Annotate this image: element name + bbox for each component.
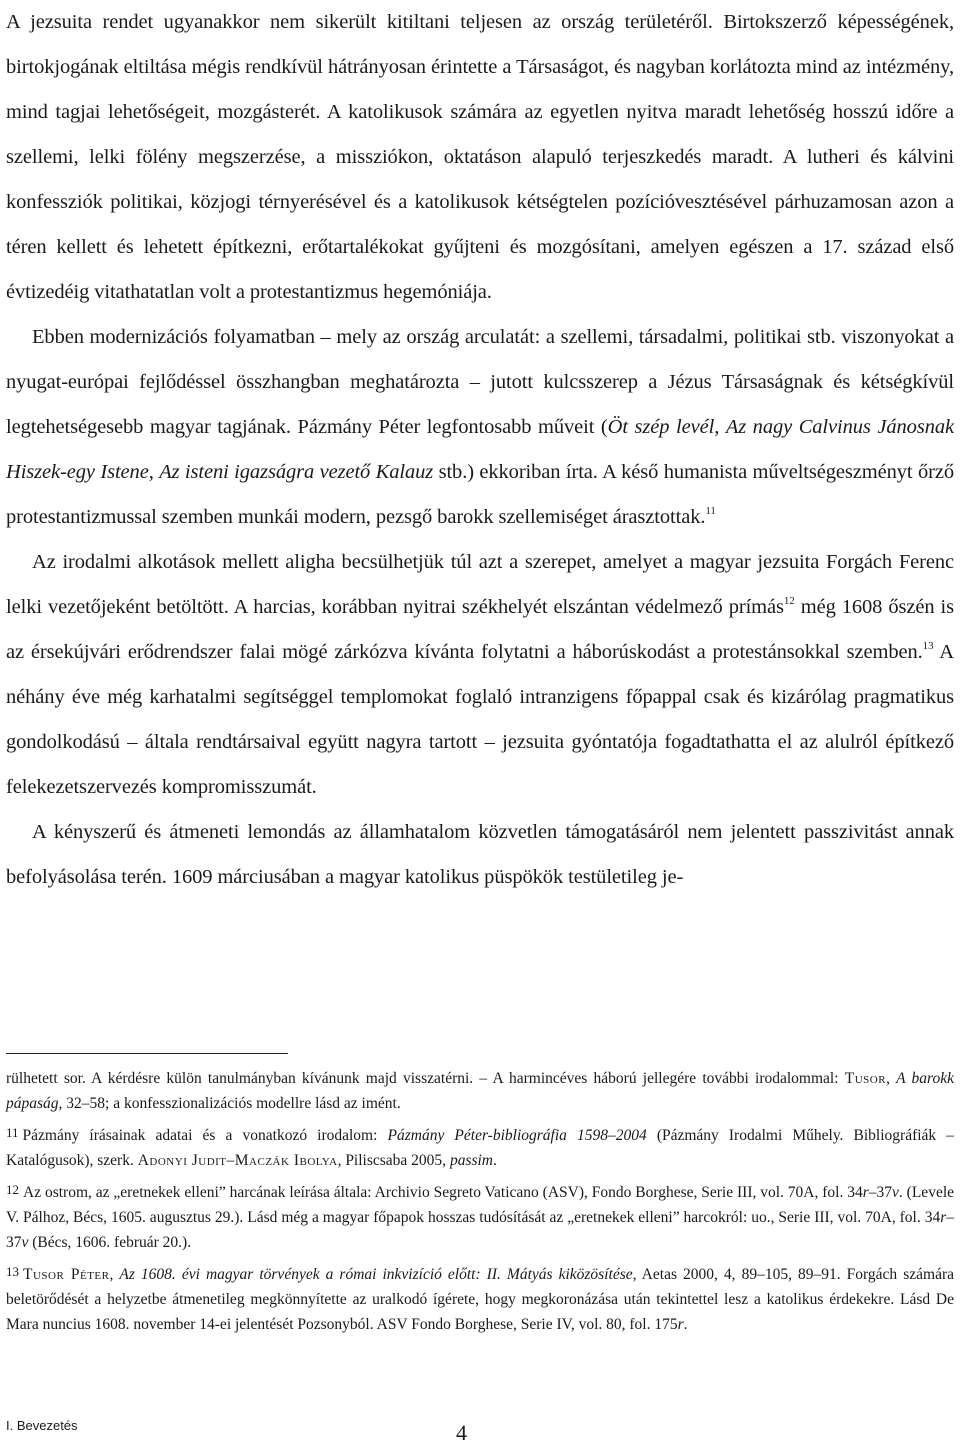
footnote-continued [6, 1066, 954, 1116]
footnote-text: –37 [6, 1209, 954, 1251]
paragraph-text: stb.) ekkoriban írta. A késő humanista műveltségeszményt őrző protestantizmussal szemben munkái modern, pezsgő barokk szellemiséget árasztottak. [6, 461, 954, 528]
paragraph-text: A jezsuita rendet ugyanakkor nem sikerült kitiltani teljesen az ország területéről. Birtokszerző képességének, birtokjogának eltiltása mégis rendkívül hátrányosan érintette a Társaságot, és nagyban korlátozta mind az intézmény, mind tagjai lehetőségeit, mozgásterét. A katolikusok számára az egyetlen nyitva maradt lehetőség hosszú időre a szellemi, lelki fölény megszerzése, a missziókon, oktatáson alapuló terjeszkedés maradt. A lutheri és kálvini konfessziók politikai, közjogi térnyerésével és a katolikusok kétségtelen pozícióvesztésével párhuzamosan azon a téren kellett és lehetett építkezni, erőtartalékokat gyűjteni és mozgósítani, amelyen egészen a 17. század első évtizedéig vitathatatlan volt a protestantizmus hegemóniája. [6, 11, 954, 303]
paragraph-4 [6, 810, 954, 900]
work-title: A barokk pápaság [6, 1070, 954, 1112]
paragraph-2 [6, 315, 954, 540]
footnote-number: 12 [6, 1182, 19, 1197]
work-title: Az nagy Calvinus Jánosnak Hiszek-egy Istene [6, 416, 954, 483]
footnote-ref[interactable]: 13 [922, 640, 934, 652]
footnote-12 [6, 1177, 954, 1255]
work-title: Öt szép levél [607, 416, 715, 438]
footnote-text: (Bécs, 1606. február 20.). [28, 1234, 192, 1251]
italic-term: passim [449, 1152, 494, 1169]
footnote-ref[interactable]: 12 [783, 595, 795, 607]
footnote-separator [6, 1053, 288, 1054]
footnote-text: (Pázmány Irodalmi Műhely. Bibliográfiák – Katalógusok), szerk. [6, 1127, 955, 1169]
footnote-number: 11 [6, 1125, 19, 1140]
folio-side: v [21, 1234, 29, 1251]
separator: , [886, 1070, 897, 1087]
work-title: Az 1608. évi magyar törvények a római inkvizíció előtt: II. Mátyás kiközösítése [119, 1266, 633, 1283]
folio-side: v [892, 1184, 899, 1201]
paragraph-text: A kényszerű és átmeneti lemondás az államhatalom közvetlen támogatásáról nem jelentett passzivitást annak befolyásolása terén. 1609 márciusában a magyar katolikus püspökök testületileg je- [6, 821, 954, 888]
footnote-ref[interactable]: 11 [705, 505, 716, 517]
running-footer-section: I. Bevezetés [6, 1418, 78, 1433]
folio-side: r [940, 1209, 947, 1226]
paragraph-1 [6, 0, 954, 315]
author-name: Adonyi Judit–Maczák Ibolya [137, 1152, 338, 1169]
footnote-text: , Aetas 2000, 4, 89–105, 89–91. Forgách számára beletörődését a helyzetbe átmenetileg megkönnyítette az uralkodó ígérete, hogy megkoronázása után tekintettel lesz a katolikus érdekekre. Lásd De Mara nuncius 1608. november 14-ei jelentését Pozsonyból. ASV Fondo Borghese, Serie IV, vol. 80, fol. 175 [6, 1266, 954, 1333]
footnote-13 [6, 1259, 954, 1337]
footnote-text: . [493, 1152, 497, 1169]
paragraph-3 [6, 540, 954, 810]
footnote-text: . (Levele V. Pálhoz, Bécs, 1605. augusztus 29.). Lásd még a magyar főpapok hosszas tudósítását az „eretnekek elleni” harcokról: uo., Serie III, vol. 70A, fol. 34 [6, 1184, 955, 1226]
separator: , [109, 1266, 120, 1283]
paragraph-text: Az irodalmi alkotások mellett aligha becsülhetjük túl azt a szerepet, amelyet a magyar jezsuita Forgách Ferenc lelki vezetőjeként betöltött. A harcias, korábban nyitrai székhelyét elszántan védelmező prímás [6, 551, 954, 618]
page-number: 4 [456, 1420, 467, 1445]
paragraph-text: még 1608 őszén is az érsekújvári erődrendszer falai mögé zárkózva kívánta folytatni a háborúskodást a protestánsokkal szemben. [6, 596, 954, 663]
author-name: Tusor Péter [23, 1266, 110, 1283]
footnote-text: –37 [868, 1184, 893, 1201]
footnote-text: . [683, 1316, 688, 1333]
separator: , [714, 416, 726, 438]
work-title: Pázmány Péter-bibliográfia 1598–2004 [387, 1127, 647, 1144]
footnote-text: , Piliscsaba 2005, [337, 1152, 450, 1169]
footnote-text: , 32–58; a konfesszionalizációs modellre lásd az imént. [58, 1095, 401, 1112]
footnote-number: 13 [6, 1264, 19, 1279]
separator: , [148, 461, 160, 483]
footnote-text: Az ostrom, az „eretnekek elleni” harcának leírása általa: Archivio Segreto Vaticano (ASV), Fondo Borghese, Serie III, vol. 70A, fol. 34 [23, 1184, 863, 1201]
paragraph-text: A néhány éve még karhatalmi segítséggel templomokat foglaló intranzigens főpappal csak és kizárólag pragmatikus gondolkodású – általa rendtársaival együtt nagyra tartott – jezsuita gyóntatója fogadtathatta el az alulról építkező felekezetszervezés kompromisszumát. [6, 641, 954, 798]
footnote-11 [6, 1120, 954, 1173]
footnotes [6, 1066, 954, 1341]
footnote-text: Pázmány írásainak adatai és a vonatkozó irodalom: [22, 1127, 388, 1144]
work-title: Az isteni igazságra vezető Kalauz [159, 461, 434, 483]
main-text [6, 0, 954, 900]
author-name: Tusor [844, 1070, 887, 1087]
paragraph-text: Ebben modernizációs folyamatban – mely az ország arculatát: a szellemi, társadalmi, politikai stb. viszonyokat a nyugat-európai fejlődéssel összhangban meghatározta – jutott kulcsszerep a Jézus Társaságnak és kétségkívül legtehetségesebb magyar tagjának. Pázmány Péter legfontosabb műveit ( [6, 326, 954, 438]
folio-side: r [862, 1184, 869, 1201]
footnote-text: rülhetett sor. A kérdésre külön tanulmányban kívánunk majd visszatérni. – A harmincéves háború jellegére további irodalommal: [6, 1070, 845, 1087]
folio-side: r [677, 1316, 684, 1333]
